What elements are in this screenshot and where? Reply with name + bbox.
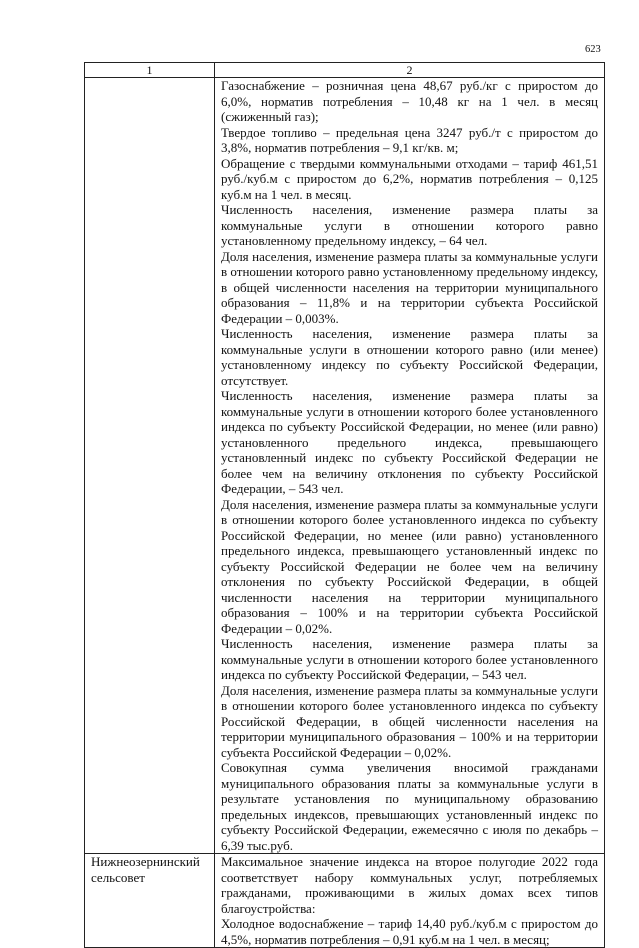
region-name: Нижнеозернинский сельсовет: [91, 854, 200, 885]
paragraph: Обращение с твердыми коммунальными отходами – тариф 461,51 руб./куб.м с приростом до 6,2%, норматив потребления – 0,125 куб.м на 1 чел. в месяц.: [221, 155, 598, 202]
paragraph: Численность населения, изменение размера платы за коммунальные услуги в отношении которого более установленного индекса по субъекту Российской Федерации, но менее (или равно) установленного предельного индекса, превышающего установленный индекс по субъекту Российской Федерации не более чем на величину отклонения по субъекту Российской Федерации, – 543 чел.: [221, 388, 598, 496]
description-cell: [215, 78, 605, 854]
page-number: 623: [585, 44, 601, 55]
table-row: [85, 78, 605, 854]
paragraph: Доля населения, изменение размера платы за коммунальные услуги в отношении которого более установленного индекса по субъекту Российской Федерации, но менее (или равно) установленного предельного индекса, превышающего установленный индекс по субъекту Российской Федерации не более чем на величину отклонения по субъекту Российской Федерации, в общей численности населения на территории муниципального образования – 100% и на территории субъекта Российской Федерации – 0,02%.: [221, 496, 598, 636]
column-header-1: 1: [85, 63, 215, 78]
region-cell: [85, 78, 215, 854]
paragraph: Численность населения, изменение размера платы за коммунальные услуги в отношении которого равно установленному предельному индексу, – 64 чел.: [221, 202, 598, 248]
paragraph: Численность населения, изменение размера платы за коммунальные услуги в отношении которого равно (или менее) установленному индексу по субъекту Российской Федерации, отсутствует.: [221, 326, 598, 388]
table-header-row: [85, 63, 605, 78]
region-cell: [85, 854, 215, 948]
paragraph: Твердое топливо – предельная цена 3247 руб./т с приростом до 3,8%, норматив потребления – 9,1 кг/кв. м;: [221, 124, 598, 155]
paragraph: Газоснабжение – розничная цена 48,67 руб./кг с приростом до 6,0%, норматив потребления – 10,48 кг на 1 чел. в месяц (сжиженный газ);: [221, 78, 598, 124]
paragraph: Доля населения, изменение размера платы за коммунальные услуги в отношении которого равно установленному предельному индексу, в общей численности населения на территории муниципального образования – 11,8% и на территории субъекта Российской Федерации – 0,003%.: [221, 248, 598, 326]
paragraph: Численность населения, изменение размера платы за коммунальные услуги в отношении которого более установленного индекса по субъекту Российской Федерации, – 543 чел.: [221, 636, 598, 682]
column-header-2: 2: [215, 63, 605, 78]
document-table: [84, 62, 605, 948]
paragraph: Доля населения, изменение размера платы за коммунальные услуги в отношении которого более установленного индекса по субъекту Российской Федерации, в общей численности населения на территории муниципального образования – 100% и на территории субъекта Российской Федерации – 0,02%.: [221, 682, 598, 760]
paragraph: Максимальное значение индекса на второе полугодие 2022 года соответствует набору коммунальных услуг, потребляемых гражданами, проживающими в жилых домах всех типов благоустройства:: [221, 854, 598, 916]
table-row: [85, 854, 605, 948]
paragraph: Холодное водоснабжение – тариф 14,40 руб./куб.м с приростом до 4,5%, норматив потребления – 0,91 куб.м на 1 чел. в месяц;: [221, 916, 598, 947]
paragraph: Совокупная сумма увеличения вносимой гражданами муниципального образования платы за коммунальные услуги в результате установления по муниципальному образованию предельных индексов, превышающих установленный индекс по субъекту Российской Федерации, ежемесячно с июля по декабрь – 6,39 тыс.руб.: [221, 760, 598, 853]
description-cell: [215, 854, 605, 948]
